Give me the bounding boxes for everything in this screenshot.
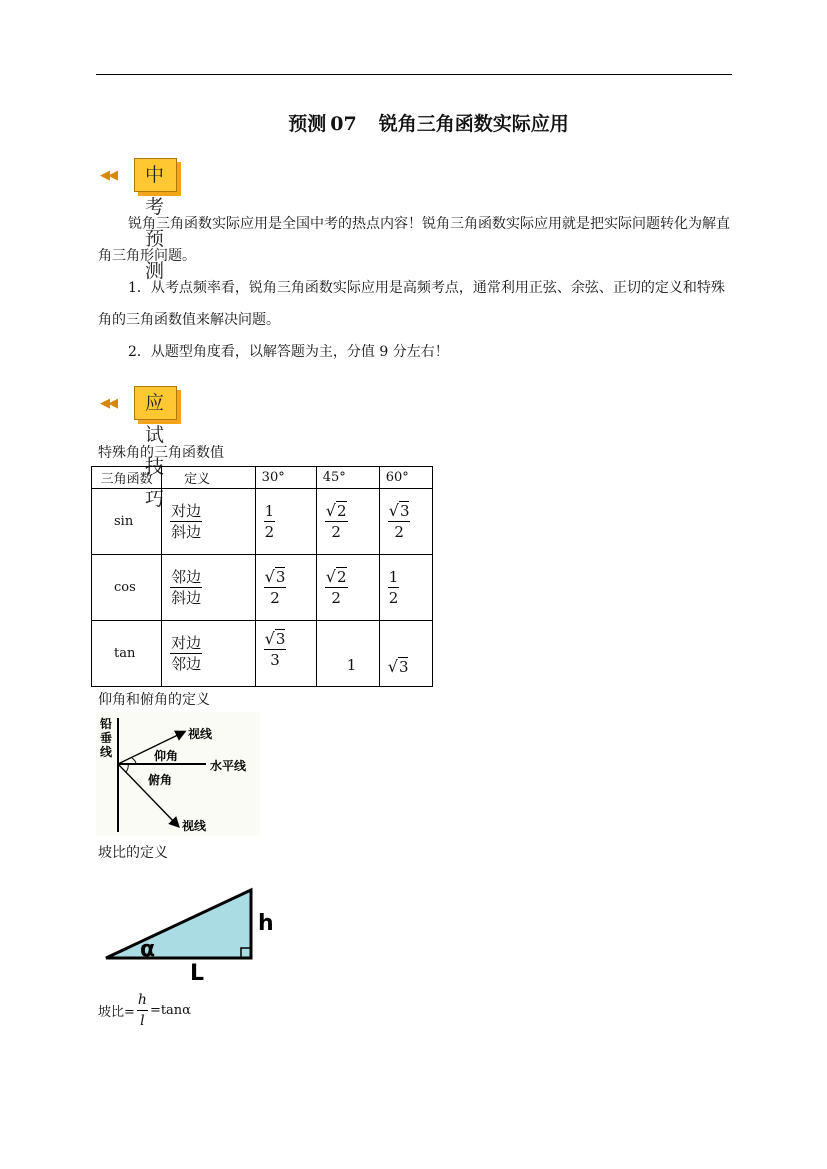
value-cell: 1 <box>316 621 379 687</box>
function-cell: tan <box>92 621 162 687</box>
plumb-label-3: 线 <box>100 745 113 759</box>
alpha-label: α <box>140 937 156 962</box>
sqrt-icon: √ <box>387 657 398 676</box>
header-cell: 定义 <box>162 467 256 489</box>
definition-fraction: $\frac{\text{对边}}{\text{斜边}}$ <box>171 502 202 541</box>
table-row <box>92 555 433 621</box>
table-row <box>92 621 433 687</box>
value-fraction: $\frac{1}{2}$ <box>264 502 275 541</box>
value-fraction: $\frac{√2}{2}$ <box>325 567 347 607</box>
sqrt-icon: √ <box>325 567 336 586</box>
point-1: 1．从考点频率看，锐角三角函数实际应用是高频考点，通常利用正弦、余弦、正切的定义和特殊角的三角函数值来解决问题。 <box>98 280 725 328</box>
figure-background <box>96 712 260 836</box>
value-fraction: $\frac{√3}{2}$ <box>264 567 286 607</box>
plumb-label-1: 铅 <box>100 717 113 731</box>
definition-fraction: $\frac{\text{对边}}{\text{邻边}}$ <box>171 634 202 673</box>
horizontal-label: 水平线 <box>210 759 247 773</box>
definition-fraction: $\frac{\text{邻边}}{\text{斜边}}$ <box>171 568 202 607</box>
elevation-label: 仰角 <box>154 749 179 763</box>
formula-suffix: =tanα <box>149 1003 191 1018</box>
double-arrow-icon: ◀◀ <box>100 168 116 183</box>
intro-paragraph: 锐角三角函数实际应用是全国中考的热点内容！锐角三角函数实际应用就是把实际问题转化为解直角三角形问题。 <box>98 216 730 264</box>
sight-label-1: 视线 <box>188 727 213 741</box>
function-cell: sin <box>92 489 162 555</box>
page-title <box>0 109 827 136</box>
function-cell: cos <box>92 555 162 621</box>
value-fraction: $\frac{√2}{2}$ <box>325 501 347 541</box>
header-cell: 60° <box>379 467 432 489</box>
title-main: 锐角三角函数实际应用 <box>378 113 569 135</box>
table-header-row <box>92 467 433 489</box>
elevation-caption: 仰角和俯角的定义 <box>98 692 210 708</box>
value-fraction: $\frac{1}{2}$ <box>388 568 399 607</box>
trig-values-table <box>91 466 433 687</box>
sight-label-2: 视线 <box>182 819 207 833</box>
formula-fraction: $\frac{h}{l}$ <box>137 992 147 1029</box>
badge-label: 应试技巧 <box>134 386 177 420</box>
badge-label: 中考预测 <box>134 158 177 192</box>
header-rule <box>96 74 732 75</box>
title-prefix: 预测 <box>288 113 327 135</box>
header-cell: 30° <box>255 467 316 489</box>
table-row <box>92 489 433 555</box>
length-label: L <box>190 961 205 984</box>
double-arrow-icon: ◀◀ <box>100 396 116 411</box>
sqrt-icon: √ <box>264 629 275 648</box>
value-fraction: $\frac{√3}{2}$ <box>388 501 410 541</box>
sqrt-icon: √ <box>325 501 336 520</box>
plumb-label-2: 垂 <box>100 731 113 745</box>
depression-label: 俯角 <box>148 773 173 787</box>
slope-caption: 坡比的定义 <box>98 845 168 861</box>
sqrt-icon: √ <box>388 501 399 520</box>
header-cell: 45° <box>316 467 379 489</box>
slope-triangle-figure <box>100 884 280 984</box>
table-caption: 特殊角的三角函数值 <box>98 445 224 461</box>
formula-prefix: 坡比= <box>98 1005 135 1020</box>
header-cell: 三角函数 <box>92 467 162 489</box>
height-label: h <box>258 911 274 936</box>
value-sqrt: √3 <box>379 621 432 687</box>
slope-formula <box>98 990 191 1031</box>
title-number: 07 <box>330 113 357 135</box>
elevation-depression-figure <box>96 712 260 836</box>
point-2: 2．从题型角度看，以解答题为主，分值 9 分左右！ <box>128 344 449 360</box>
slope-triangle <box>106 890 251 958</box>
sqrt-icon: √ <box>264 567 275 586</box>
value-fraction: $\frac{√3}{3}$ <box>264 629 286 669</box>
